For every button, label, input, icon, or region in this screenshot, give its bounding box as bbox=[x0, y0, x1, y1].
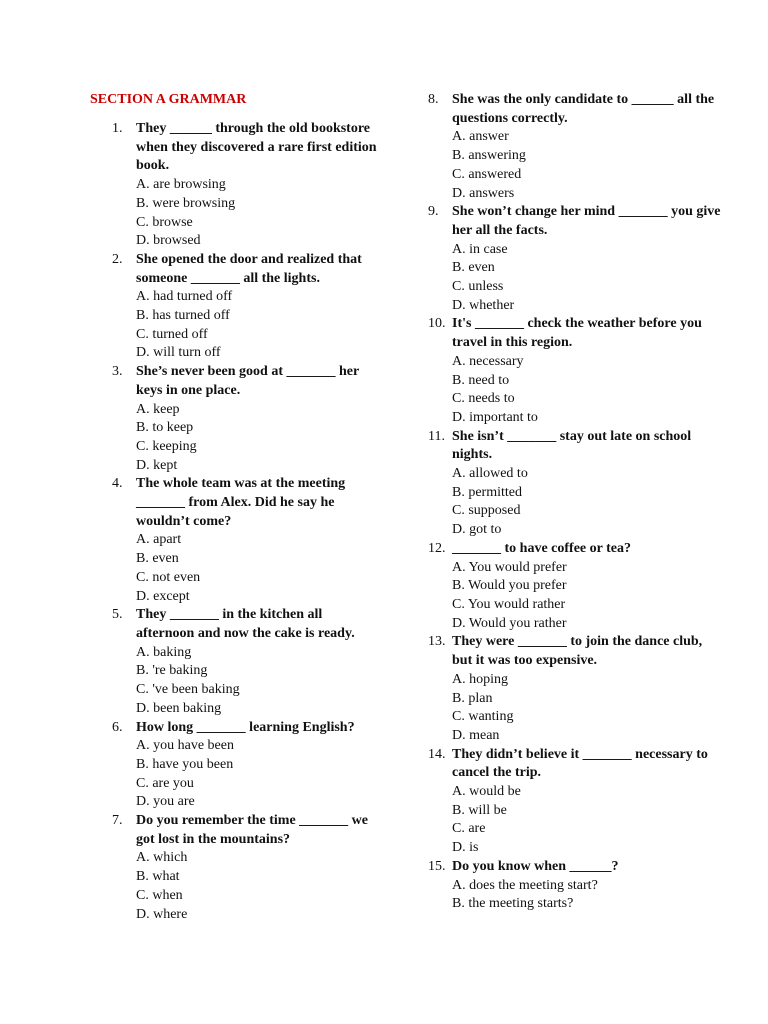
answer-option: B. will be bbox=[452, 802, 507, 818]
answer-option: D. Would you rather bbox=[452, 615, 567, 631]
question-item bbox=[90, 719, 380, 813]
question-text: She isn’t _______ stay out late on school nights. bbox=[452, 428, 692, 463]
answer-option: C. not even bbox=[136, 569, 201, 585]
answer-option: C. are you bbox=[136, 775, 194, 791]
answer-option: B. even bbox=[136, 551, 179, 567]
answer-option: B. answering bbox=[452, 148, 526, 164]
answer-option: A. does the meeting start? bbox=[452, 877, 598, 893]
answer-option: B. permitted bbox=[452, 484, 522, 500]
question-item bbox=[424, 858, 724, 914]
question-number: 6. bbox=[112, 719, 123, 735]
question-number: 11. bbox=[428, 428, 445, 444]
question-item bbox=[90, 363, 380, 475]
answer-option: C. are bbox=[452, 821, 486, 837]
question-number: 10. bbox=[428, 316, 446, 332]
answer-option: C. 've been baking bbox=[136, 682, 240, 698]
answer-option: A. would be bbox=[452, 784, 521, 800]
answer-option: C. You would rather bbox=[452, 596, 566, 612]
question-number: 2. bbox=[112, 251, 123, 267]
question-item bbox=[424, 315, 724, 427]
answer-option: D. is bbox=[452, 840, 479, 856]
answer-option: D. will turn off bbox=[136, 345, 221, 361]
question-text: Do you remember the time _______ we got lost in the mountains? bbox=[136, 813, 368, 847]
question-number: 7. bbox=[112, 813, 123, 829]
answer-option: B. to keep bbox=[136, 420, 194, 436]
question-item bbox=[424, 540, 724, 634]
answer-option: D. you are bbox=[136, 794, 195, 810]
question-number: 4. bbox=[112, 476, 123, 492]
answer-option: A. which bbox=[136, 850, 188, 866]
question-text: Do you know when ______? bbox=[452, 858, 619, 874]
answer-option: B. Would you prefer bbox=[452, 578, 567, 594]
section-title: SECTION A GRAMMAR bbox=[90, 92, 247, 107]
answer-option: C. browse bbox=[136, 214, 193, 230]
question-list-left bbox=[90, 120, 380, 924]
question-text: She’s never been good at _______ her keys in one place. bbox=[136, 364, 359, 398]
answer-option: B. what bbox=[136, 869, 180, 885]
answer-option: A. in case bbox=[452, 241, 508, 257]
answer-option: C. needs to bbox=[452, 391, 515, 407]
answer-option: A. necessary bbox=[452, 353, 524, 369]
question-text: She opened the door and realized that someone _______ all the lights. bbox=[136, 251, 362, 286]
answer-option: D. mean bbox=[452, 727, 500, 743]
answer-option: D. browsed bbox=[136, 233, 201, 249]
question-text: She was the only candidate to ______ all the questions correctly. bbox=[452, 92, 715, 126]
question-item bbox=[424, 633, 724, 745]
question-text: The whole team was at the meeting _______ from Alex. Did he say he wouldn’t come? bbox=[136, 476, 346, 529]
question-item bbox=[90, 812, 380, 924]
answer-option: A. keep bbox=[136, 401, 180, 417]
answer-option: D. except bbox=[136, 588, 190, 604]
question-number: 9. bbox=[428, 204, 439, 220]
answer-option: D. got to bbox=[452, 522, 502, 538]
question-number: 12. bbox=[428, 540, 446, 556]
question-list-right bbox=[424, 91, 724, 914]
left-column bbox=[90, 91, 380, 924]
question-text: She won’t change her mind _______ you give her all the facts. bbox=[452, 204, 721, 238]
question-number: 1. bbox=[112, 121, 123, 136]
question-text: _______ to have coffee or tea? bbox=[452, 540, 631, 556]
answer-option: C. unless bbox=[452, 279, 504, 295]
question-text: It's _______ check the weather before you travel in this region. bbox=[452, 316, 702, 351]
answer-option: A. answer bbox=[452, 129, 509, 145]
answer-option: C. when bbox=[136, 887, 183, 903]
question-number: 5. bbox=[112, 607, 123, 623]
question-number: 8. bbox=[428, 92, 439, 107]
answer-option: C. keeping bbox=[136, 438, 197, 454]
question-item bbox=[424, 91, 724, 203]
answer-option: A. hoping bbox=[452, 671, 508, 687]
question-text: How long _______ learning English? bbox=[136, 719, 355, 735]
answer-option: D. answers bbox=[452, 185, 515, 201]
answer-option: B. the meeting starts? bbox=[452, 896, 574, 912]
question-item bbox=[90, 251, 380, 363]
question-text: They ______ through the old bookstore when they discovered a rare first edition book. bbox=[136, 121, 377, 174]
answer-option: A. you have been bbox=[136, 738, 234, 754]
answer-option: D. kept bbox=[136, 457, 178, 473]
question-item bbox=[90, 606, 380, 718]
answer-option: A. baking bbox=[136, 644, 192, 660]
answer-option: A. apart bbox=[136, 532, 182, 548]
question-number: 15. bbox=[428, 858, 446, 874]
answer-option: B. has turned off bbox=[136, 308, 230, 324]
answer-option: A. had turned off bbox=[136, 289, 233, 305]
answer-option: D. been baking bbox=[136, 700, 222, 716]
answer-option: C. turned off bbox=[136, 326, 208, 342]
question-number: 13. bbox=[428, 634, 446, 650]
answer-option: C. wanting bbox=[452, 709, 514, 725]
answer-option: C. answered bbox=[452, 166, 522, 182]
answer-option: B. plan bbox=[452, 690, 493, 706]
question-number: 14. bbox=[428, 746, 446, 762]
answer-option: D. where bbox=[136, 906, 188, 922]
answer-option: A. allowed to bbox=[452, 466, 528, 482]
answer-option: B. need to bbox=[452, 372, 510, 388]
question-item bbox=[90, 475, 380, 606]
right-column bbox=[424, 91, 724, 914]
answer-option: A. are browsing bbox=[136, 177, 226, 193]
answer-option: D. important to bbox=[452, 409, 538, 425]
question-item bbox=[90, 120, 380, 251]
answer-option: B. 're baking bbox=[136, 663, 208, 679]
question-number: 3. bbox=[112, 364, 123, 380]
answer-option: A. You would prefer bbox=[452, 559, 567, 575]
answer-option: D. whether bbox=[452, 297, 515, 313]
question-text: They were _______ to join the dance club, but it was too expensive. bbox=[452, 634, 703, 669]
question-text: They didn’t believe it _______ necessary to cancel the trip. bbox=[452, 746, 708, 781]
answer-option: B. were browsing bbox=[136, 195, 236, 211]
question-item bbox=[424, 203, 724, 315]
question-item bbox=[424, 746, 724, 858]
question-text: They _______ in the kitchen all afternoon and now the cake is ready. bbox=[136, 607, 355, 641]
answer-option: B. have you been bbox=[136, 756, 234, 772]
question-item bbox=[424, 428, 724, 540]
answer-option: C. supposed bbox=[452, 503, 521, 519]
answer-option: B. even bbox=[452, 260, 495, 276]
